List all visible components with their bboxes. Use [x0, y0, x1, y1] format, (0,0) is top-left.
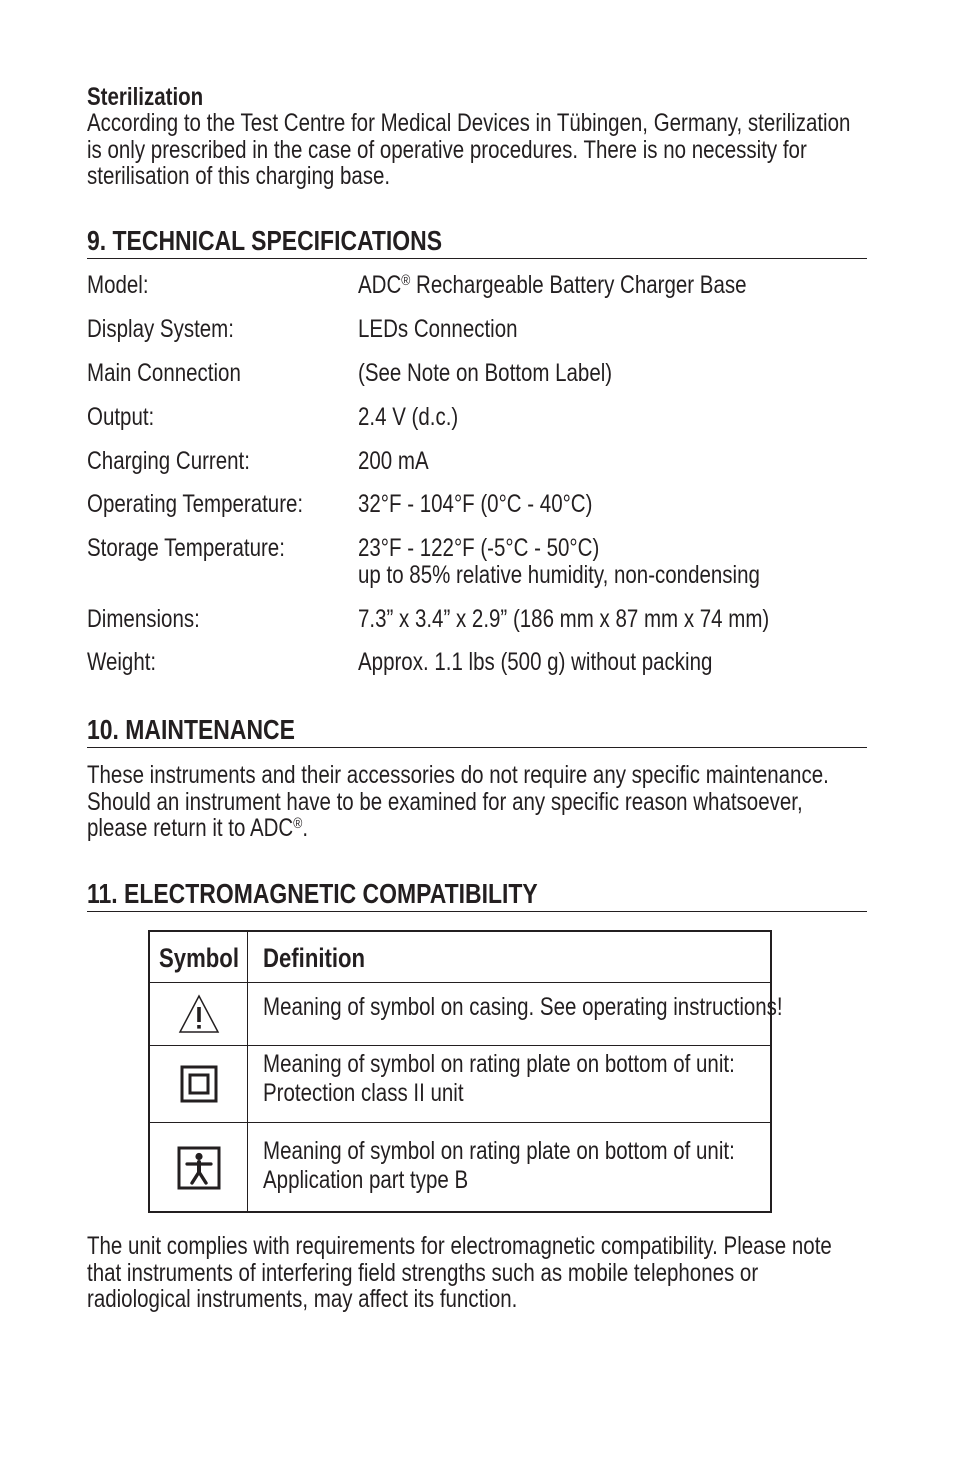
definition-line: Meaning of symbol on rating plate on bottom of unit: [263, 1050, 735, 1078]
spec-value: 32°F - 104°F (0°C - 40°C) [358, 490, 593, 518]
sterilization-text [87, 110, 867, 190]
spec-label: Storage Temperature: [87, 534, 285, 562]
spec-value: Approx. 1.1 lbs (500 g) without packing [358, 648, 713, 676]
spec-label: Charging Current: [87, 447, 250, 475]
spec-label: Display System: [87, 315, 234, 343]
sterilization-heading: Sterilization [87, 83, 204, 111]
sterilization-line: is only prescribed in the case of operative procedures. There is no necessity for [87, 135, 807, 164]
spec-label: Operating Temperature: [87, 490, 304, 518]
table-definition-cell [263, 1050, 838, 1108]
type-b-applied-part-icon [177, 1146, 221, 1190]
spec-value: ADC® Rechargeable Battery Charger Base [358, 271, 747, 299]
symbol-table [148, 930, 783, 1213]
tech-specs-heading: 9. TECHNICAL SPECIFICATIONS [87, 226, 867, 259]
spec-value: (See Note on Bottom Label) [358, 359, 613, 387]
maintenance-line: please return it to ADC®. [87, 814, 309, 842]
sterilization-line: sterilisation of this charging base. [87, 162, 391, 190]
table-header-symbol: Symbol [159, 943, 239, 973]
definition-line: Meaning of symbol on casing. See operating instructions! [263, 993, 783, 1021]
table-definition-cell [263, 1137, 838, 1195]
spec-value: 2.4 V (d.c.) [358, 403, 459, 431]
spec-label: Model: [87, 271, 149, 299]
spec-value: 7.3” x 3.4” x 2.9” (186 mm x 87 mm x 74 mm) [358, 605, 770, 633]
emc-line: The unit complies with requirements for electromagnetic compatibility. Please note [87, 1232, 832, 1260]
definition-line: Meaning of symbol on rating plate on bottom of unit: [263, 1137, 735, 1165]
sterilization-section [87, 84, 867, 190]
spec-label: Output: [87, 403, 155, 431]
maintenance-text [87, 762, 867, 842]
spec-value: LEDs Connection [358, 315, 518, 343]
table-row [150, 983, 247, 1045]
spec-value: 200 mA [358, 447, 429, 475]
spec-label: Main Connection [87, 359, 241, 387]
emc-line: radiological instruments, may affect its function. [87, 1285, 518, 1313]
sterilization-line: According to the Test Centre for Medical Devices in Tübingen, Germany, sterilization [87, 109, 851, 137]
table-divider [247, 932, 248, 1211]
protection-class-ii-icon [180, 1065, 218, 1103]
emc-line: that instruments of interfering field strengths such as mobile telephones or [87, 1258, 759, 1287]
definition-line: Application part type B [263, 1166, 469, 1194]
table-row [150, 1123, 247, 1213]
maintenance-heading: 10. MAINTENANCE [87, 715, 867, 748]
warning-triangle-icon [178, 993, 220, 1035]
maintenance-line: Should an instrument have to be examined for any specific reason whatsoever, [87, 787, 803, 816]
spec-label: Dimensions: [87, 605, 200, 633]
spec-value: 23°F - 122°F (-5°C - 50°C) up to 85% relative humidity, non-condensing [358, 534, 760, 589]
table-definition-cell [263, 993, 897, 1022]
emc-closing-text [87, 1233, 867, 1313]
spec-label: Weight: [87, 648, 157, 676]
emc-heading: 11. ELECTROMAGNETIC COMPATIBILITY [87, 879, 867, 912]
table-row [150, 1046, 247, 1122]
table-header-definition: Definition [263, 943, 366, 973]
definition-line: Protection class II unit [263, 1079, 464, 1107]
maintenance-line: These instruments and their accessories do not require any specific maintenance. [87, 761, 829, 789]
